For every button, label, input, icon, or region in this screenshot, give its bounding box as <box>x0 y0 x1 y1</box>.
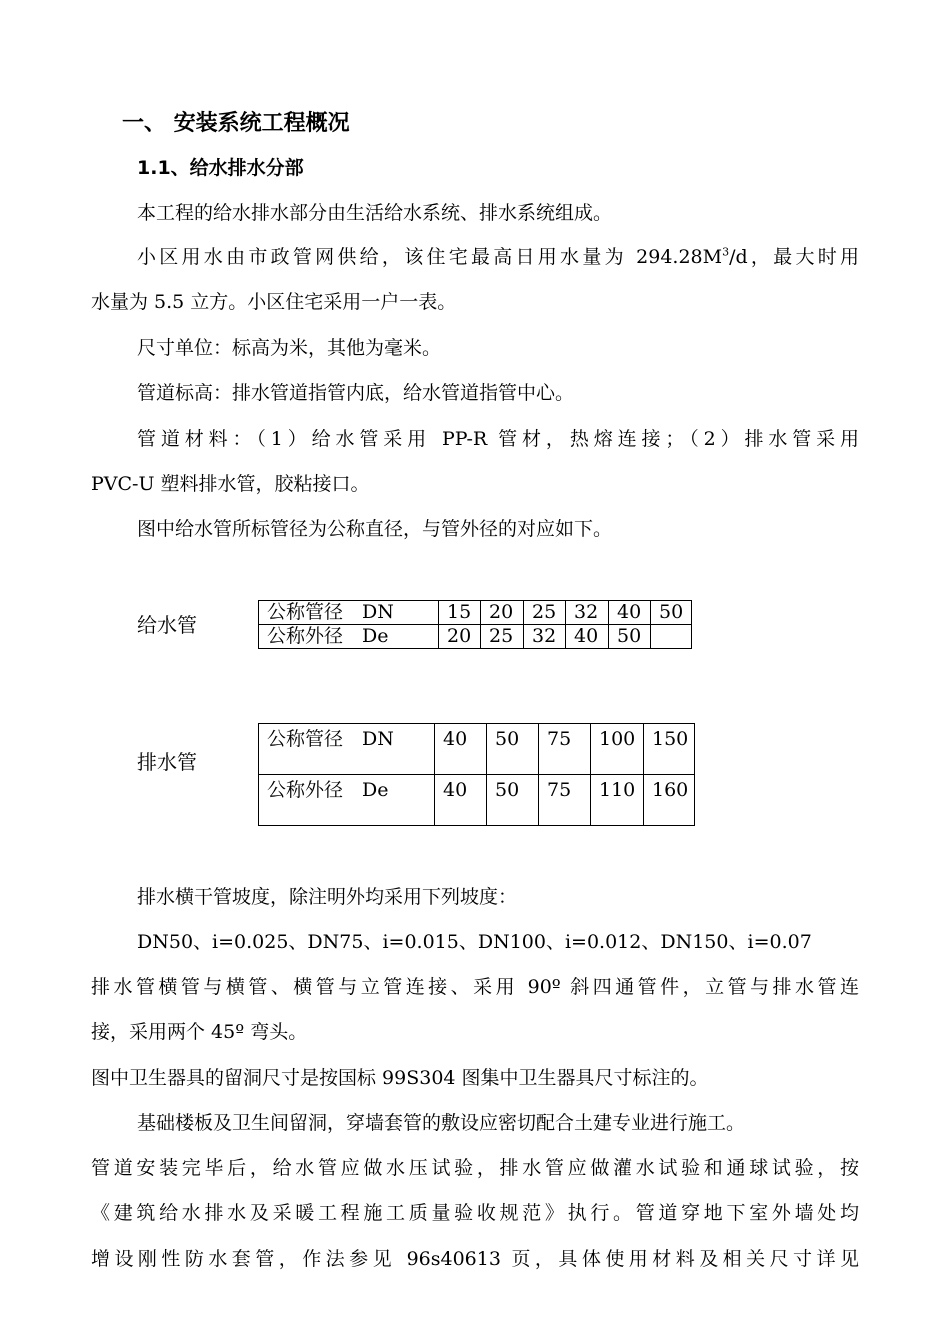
subsection-heading: 1.1、给水排水分部 <box>137 157 304 179</box>
table-cell: 20 <box>481 601 524 625</box>
table-cell: 75 <box>539 724 591 775</box>
paragraph-9-line-2: 接，采用两个 45º 弯头。 <box>91 1021 308 1043</box>
table-cell <box>651 625 692 649</box>
paragraph-12-line-1 <box>91 1156 859 1180</box>
paragraph-5-text: 管道材料：（1）给水管采用 PP-R 管材，热熔连接；（2）排水管采用 <box>137 428 859 450</box>
table-cell: 40 <box>435 724 487 775</box>
paragraph-2-line-1 <box>91 245 859 269</box>
paragraph-8: DN50、i=0.025、DN75、i=0.015、DN100、i=0.012、DN150、i=0.07 <box>137 931 812 953</box>
paragraph-11: 基础楼板及卫生间留洞，穿墙套管的敷设应密切配合土建专业进行施工。 <box>137 1112 746 1134</box>
paragraph-12-text-3: 增设刚性防水套管，作法参见 96s40613 页，具体使用材料及相关尺寸详见 <box>91 1248 859 1270</box>
table-row <box>259 601 692 625</box>
table-cell: 20 <box>439 625 481 649</box>
table-cell: 150 <box>644 724 695 775</box>
paragraph-7: 排水横干管坡度，除注明外均采用下列坡度： <box>137 886 518 908</box>
table-cell: 40 <box>435 775 487 826</box>
paragraph-12-text-2: 《建筑给水排水及采暖工程施工质量验收规范》执行。管道穿地下室外墙处均 <box>91 1202 859 1224</box>
paragraph-2-line-2: 水量为 5.5 立方。小区住宅采用一户一表。 <box>91 291 457 313</box>
row-header-cell: 公称外径 De <box>259 775 435 826</box>
paragraph-10: 图中卫生器具的留洞尺寸是按国标 99S304 图集中卫生器具尺寸标注的。 <box>91 1067 709 1089</box>
paragraph-9-line-1 <box>91 975 859 999</box>
paragraph-2-text: 小区用水由市政管网供给，该住宅最高日用水量为 294.28M <box>137 246 723 268</box>
table-row <box>259 775 695 826</box>
row-header-cell: 公称管径 DN <box>259 724 435 775</box>
paragraph-4: 管道标高：排水管道指管内底，给水管道指管中心。 <box>137 382 575 404</box>
paragraph-12-line-2 <box>91 1201 859 1225</box>
table-cell: 40 <box>566 625 609 649</box>
table-cell: 100 <box>591 724 644 775</box>
paragraph-12-line-3 <box>91 1247 859 1271</box>
superscript: 3 <box>722 245 730 259</box>
paragraph-9-text: 排水管横管与横管、横管与立管连接、采用 90º 斜四通管件，立管与排水管连 <box>91 976 859 998</box>
table-row <box>259 724 695 775</box>
supply-pipe-table <box>258 600 692 649</box>
paragraph-5-line-1 <box>137 427 859 451</box>
table-cell: 50 <box>651 601 692 625</box>
drain-pipe-table <box>258 723 695 826</box>
paragraph-12-text-1: 管道安装完毕后，给水管应做水压试验，排水管应做灌水试验和通球试验，按 <box>91 1157 859 1179</box>
drain-table-label: 排水管 <box>137 750 197 774</box>
table-cell: 32 <box>566 601 609 625</box>
table-cell: 32 <box>524 625 566 649</box>
paragraph-5-line-2: PVC-U 塑料排水管，胶粘接口。 <box>91 473 370 495</box>
paragraph-1: 本工程的给水排水部分由生活给水系统、排水系统组成。 <box>137 202 613 224</box>
table-cell: 50 <box>609 625 651 649</box>
table-cell: 40 <box>609 601 651 625</box>
row-header-cell: 公称外径 De <box>259 625 439 649</box>
table-cell: 160 <box>644 775 695 826</box>
paragraph-2-end: /d，最大时用 <box>729 246 859 268</box>
table-cell: 110 <box>591 775 644 826</box>
table-cell: 25 <box>524 601 566 625</box>
table-cell: 50 <box>487 775 539 826</box>
table-cell: 15 <box>439 601 481 625</box>
table-cell: 25 <box>481 625 524 649</box>
supply-table-label: 给水管 <box>137 613 197 637</box>
table-cell: 50 <box>487 724 539 775</box>
paragraph-6: 图中给水管所标管径为公称直径，与管外径的对应如下。 <box>137 518 613 540</box>
table-cell: 75 <box>539 775 591 826</box>
table-row <box>259 625 692 649</box>
section-heading: 一、 安装系统工程概况 <box>122 111 350 136</box>
row-header-cell: 公称管径 DN <box>259 601 439 625</box>
paragraph-3: 尺寸单位：标高为米，其他为毫米。 <box>137 337 442 359</box>
